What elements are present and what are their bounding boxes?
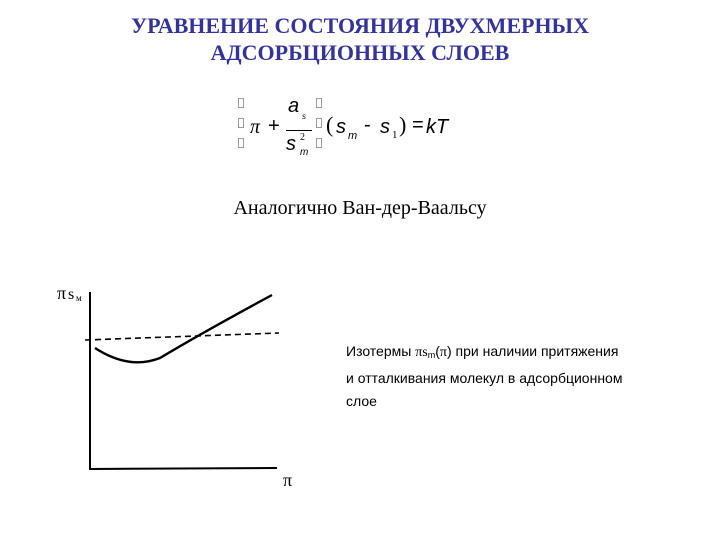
left-bracket-bot [238, 138, 244, 148]
formula-a-sub: s [302, 112, 306, 121]
y-axis-label-s: s [68, 286, 75, 303]
graph-caption [346, 340, 696, 413]
formula-minus: - [364, 114, 371, 136]
formula-a: a [288, 95, 300, 117]
formula-denominator-m: m [300, 147, 309, 158]
formula-equals: = [412, 114, 424, 136]
formula-s-1: s [380, 116, 390, 138]
ideal-isotherm-dashed-line [85, 333, 279, 340]
caption-line-3: слое [346, 393, 377, 409]
formula-plus: + [268, 115, 280, 137]
title-line-1: УРАВНЕНИЕ СОСТОЯНИЯ ДВУХМЕРНЫХ [130, 13, 590, 38]
formula-kT: kT [426, 116, 449, 138]
analogy-text: Аналогично Ван-дер-Ваальсу [233, 197, 487, 219]
formula-s-1-sub: 1 [392, 129, 398, 141]
right-bracket-bot [316, 138, 322, 148]
right-bracket-mid [316, 118, 322, 128]
caption-sub: m [427, 350, 436, 360]
equation-of-state-formula [228, 92, 488, 172]
real-isotherm-curve [95, 295, 272, 362]
formula-square: 2 [300, 132, 305, 143]
x-axis [90, 468, 277, 469]
formula-close-paren: ) [399, 112, 407, 137]
caption-part-1: Изотермы [346, 343, 416, 359]
right-bracket-top [316, 98, 322, 108]
caption-paren-close: ) [447, 343, 452, 359]
caption-paren-open: ( [435, 343, 440, 359]
caption-pi: π [415, 345, 423, 360]
isotherm-graph [55, 275, 315, 495]
formula-denominator-s: s [286, 133, 296, 155]
y-axis-label-pi: π [57, 283, 67, 303]
slide-title [0, 12, 720, 66]
caption-part-2: при наличии притяжения [451, 343, 619, 359]
left-bracket-mid [238, 118, 244, 128]
formula-s-m-sub: m [348, 130, 358, 142]
caption-line-1 [346, 340, 696, 367]
fraction-bar [286, 130, 312, 131]
caption-s: s [422, 345, 428, 360]
x-axis-label-pi: π [283, 470, 293, 490]
left-bracket-top [238, 98, 244, 108]
formula-s-m: s [336, 116, 346, 138]
caption-paren-pi: π [439, 345, 447, 360]
y-axis-label-sub: м [76, 293, 82, 303]
title-line-2: АДСОРБЦИОННЫХ СЛОЕВ [210, 40, 510, 65]
formula-open-paren: ( [326, 112, 334, 137]
formula-pi: π [250, 116, 261, 138]
caption-line-2: и отталкивания молекул в адсорбционном [346, 370, 623, 386]
